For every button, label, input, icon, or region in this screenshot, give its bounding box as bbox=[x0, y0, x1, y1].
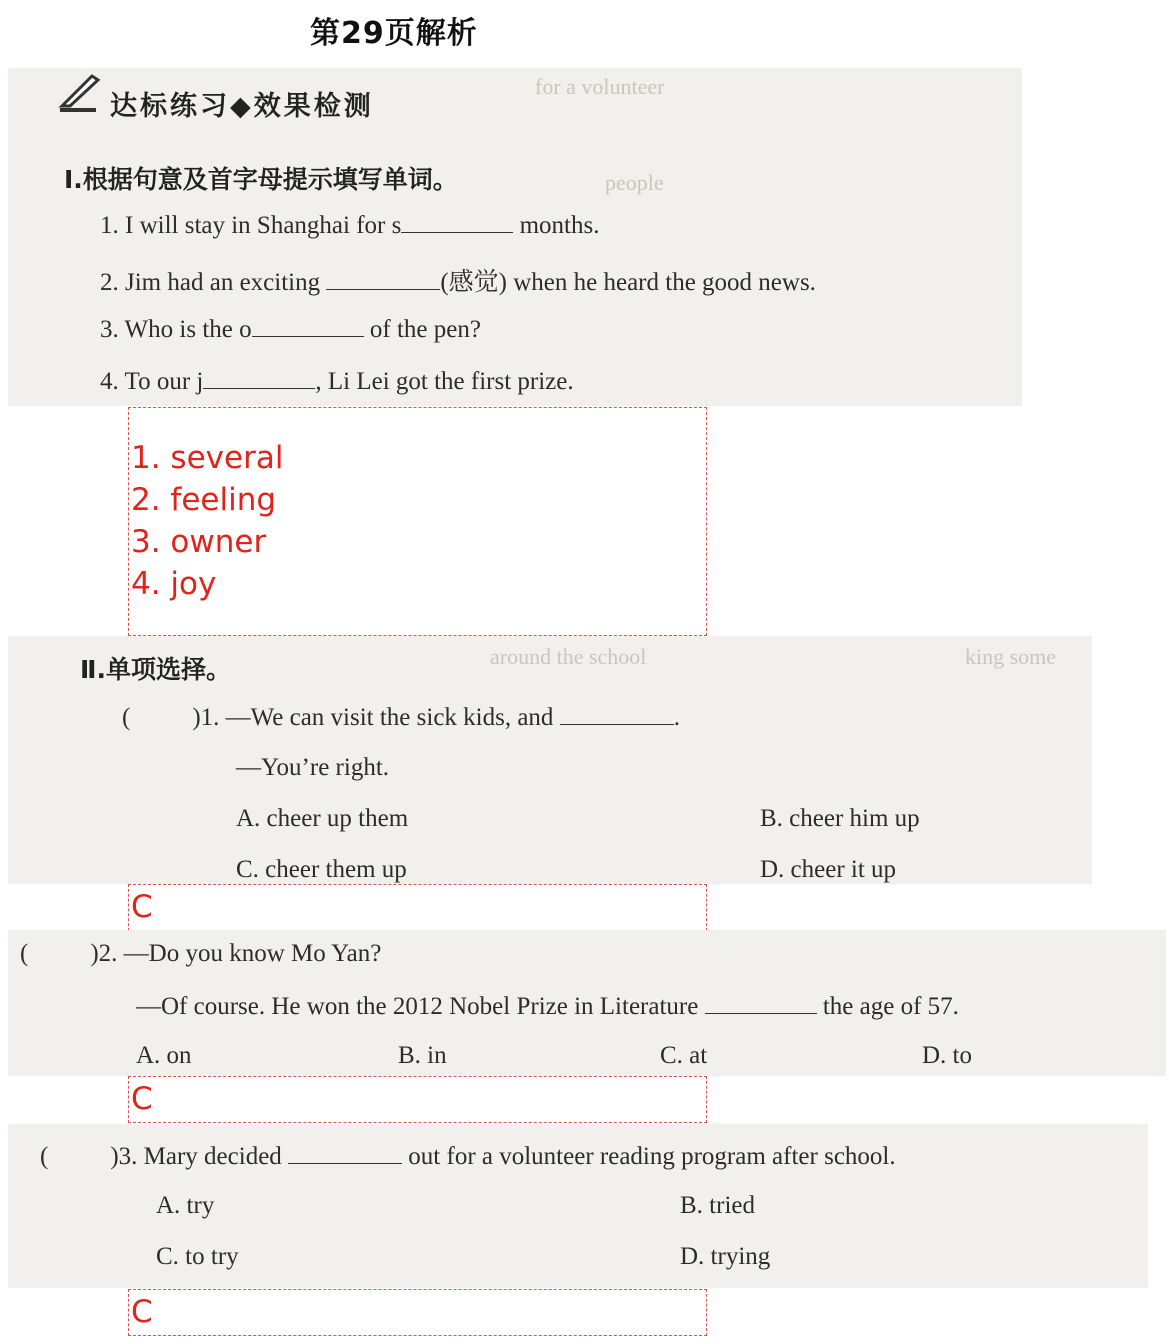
paren: ( bbox=[20, 940, 29, 967]
paren: ( bbox=[122, 704, 131, 731]
question-2-1 bbox=[122, 702, 680, 732]
question-text: (感觉) when he heard the good news. bbox=[440, 269, 816, 296]
answer-box-q3 bbox=[128, 1289, 707, 1336]
answer-line: 1. several bbox=[131, 440, 284, 476]
question-text: )1. —We can visit the sick kids, and bbox=[192, 704, 560, 731]
question-1-4 bbox=[100, 366, 574, 396]
answer-blank bbox=[203, 366, 315, 389]
answer-line: 4. joy bbox=[131, 566, 217, 602]
option-a: A. on bbox=[136, 1042, 192, 1069]
question-2-2 bbox=[20, 940, 381, 968]
option-a: A. cheer up them bbox=[236, 805, 409, 832]
bleed-text: king some bbox=[965, 644, 1057, 669]
answer-blank bbox=[705, 991, 817, 1014]
question-text: of the pen? bbox=[363, 316, 481, 343]
question-2-1-reply: —You’re right. bbox=[236, 754, 390, 781]
question-1-1 bbox=[100, 210, 599, 240]
section-banner: 达标练习◆效果检测 bbox=[110, 91, 374, 122]
question-text: . bbox=[673, 704, 680, 731]
question-text: out for a volunteer reading program after school. bbox=[402, 1143, 896, 1170]
option-b: B. cheer him up bbox=[760, 805, 920, 832]
question-text: 4. To our j bbox=[100, 368, 204, 395]
answer-blank bbox=[560, 702, 674, 725]
question-text: , Li Lei got the first prize. bbox=[315, 368, 574, 395]
option-c: C. to try bbox=[156, 1243, 239, 1270]
answer-blank bbox=[252, 314, 364, 337]
question-1-2 bbox=[100, 262, 816, 298]
answer-line: C bbox=[131, 1294, 153, 1330]
option-d: D. to bbox=[922, 1042, 972, 1069]
question-text: )2. —Do you know Mo Yan? bbox=[90, 940, 382, 967]
part2-heading: Ⅱ.单项选择。 bbox=[80, 655, 231, 684]
page-title: 第29页解析 bbox=[310, 16, 478, 51]
option-a: A. try bbox=[156, 1192, 215, 1219]
answer-line: C bbox=[131, 1081, 153, 1117]
answer-box-q2 bbox=[128, 1076, 707, 1123]
question-2-3 bbox=[40, 1141, 896, 1171]
answer-blank bbox=[401, 210, 513, 233]
option-d: D. trying bbox=[680, 1243, 771, 1270]
question-text: )3. Mary decided bbox=[110, 1143, 289, 1170]
paren: ( bbox=[40, 1143, 49, 1170]
option-c: C. cheer them up bbox=[236, 856, 407, 883]
question-text: months. bbox=[513, 212, 600, 239]
pencil-icon bbox=[56, 70, 102, 114]
answer-line: 2. feeling bbox=[131, 482, 277, 518]
answer-line: 3. owner bbox=[131, 524, 267, 560]
answer-box-q1 bbox=[128, 884, 707, 931]
question-text: 3. Who is the o bbox=[100, 316, 252, 343]
question-text: the age of 57. bbox=[816, 993, 959, 1020]
question-text: 2. Jim had an exciting bbox=[100, 269, 327, 296]
answer-line: C bbox=[131, 889, 153, 925]
part1-heading: Ⅰ.根据句意及首字母提示填写单词。 bbox=[64, 165, 458, 194]
answer-blank bbox=[288, 1141, 402, 1164]
question-2-2-line2 bbox=[136, 991, 959, 1021]
answer-blank bbox=[326, 267, 440, 290]
option-c: C. at bbox=[660, 1042, 708, 1069]
bleed-text: people bbox=[605, 170, 664, 195]
question-text: 1. I will stay in Shanghai for s bbox=[100, 212, 402, 239]
option-d: D. cheer it up bbox=[760, 856, 897, 883]
question-1-3 bbox=[100, 314, 481, 344]
bleed-text: around the school bbox=[490, 644, 647, 669]
question-text: —Of course. He won the 2012 Nobel Prize in Literature bbox=[136, 993, 705, 1020]
option-b: B. tried bbox=[680, 1192, 755, 1219]
bleed-text: for a volunteer bbox=[535, 74, 665, 99]
answer-box-part1 bbox=[128, 407, 707, 636]
option-b: B. in bbox=[398, 1042, 447, 1069]
